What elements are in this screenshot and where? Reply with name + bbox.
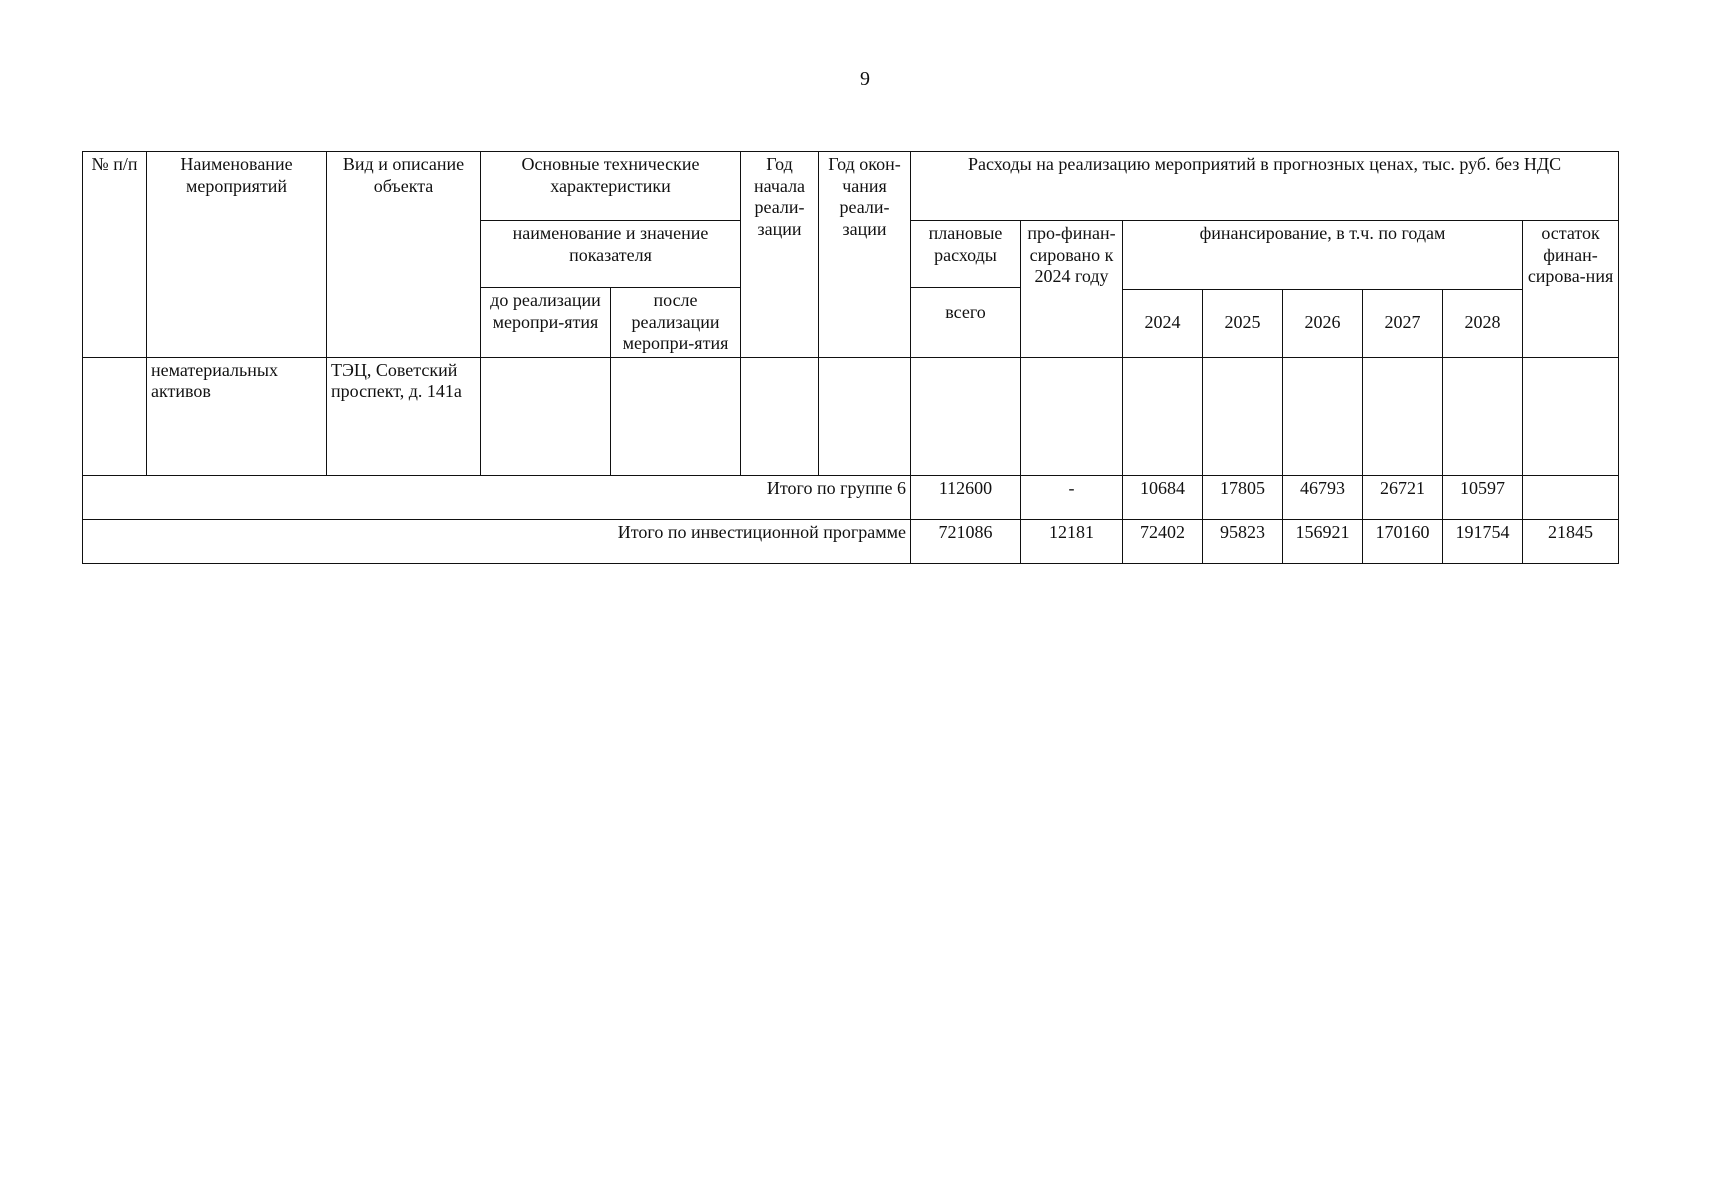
header-expenses: Расходы на реализацию мероприятий в прогнозных ценах, тыс. руб. без НДС — [911, 152, 1619, 221]
total-label: Итого по инвестиционной программе — [83, 519, 911, 563]
header-year: 2025 — [1203, 289, 1283, 357]
total-planned: 112600 — [911, 475, 1021, 519]
cell-object-description: ТЭЦ, Советский проспект, д. 141а — [327, 357, 481, 475]
total-year: 26721 — [1363, 475, 1443, 519]
header-total: всего — [911, 288, 1021, 358]
header-financing-by-years: финансирование, в т.ч. по годам — [1123, 221, 1523, 290]
cell-prefinanced — [1021, 357, 1123, 475]
total-row-group — [83, 475, 1619, 519]
cell-num — [83, 357, 147, 475]
cell-year — [1203, 357, 1283, 475]
cell-remainder — [1523, 357, 1619, 475]
total-prefinanced: - — [1021, 475, 1123, 519]
total-year: 156921 — [1283, 519, 1363, 563]
cell-year — [1123, 357, 1203, 475]
header-after: после реализации меропри-ятия — [611, 288, 741, 358]
page-number: 9 — [860, 68, 870, 90]
table-row — [83, 357, 1619, 475]
cell-planned — [911, 357, 1021, 475]
cell-after — [611, 357, 741, 475]
total-year: 191754 — [1443, 519, 1523, 563]
total-year: 46793 — [1283, 475, 1363, 519]
header-remainder: остаток финан-сирова-ния — [1523, 221, 1619, 358]
total-year: 170160 — [1363, 519, 1443, 563]
cell-year — [1363, 357, 1443, 475]
cell-measure-name: нематериальных активов — [147, 357, 327, 475]
total-year: 95823 — [1203, 519, 1283, 563]
total-planned: 721086 — [911, 519, 1021, 563]
header-num: № п/п — [83, 152, 147, 358]
header-year: 2027 — [1363, 289, 1443, 357]
total-remainder — [1523, 475, 1619, 519]
total-year: 72402 — [1123, 519, 1203, 563]
total-label: Итого по группе 6 — [83, 475, 911, 519]
header-row-1 — [83, 152, 1619, 221]
cell-start-year — [741, 357, 819, 475]
header-planned-expenses: плановые расходы — [911, 221, 1021, 288]
cell-end-year — [819, 357, 911, 475]
header-end-year: Год окон-чания реали-зации — [819, 152, 911, 358]
header-measure-name: Наименование мероприятий — [147, 152, 327, 358]
investment-program-table — [82, 151, 1619, 564]
header-year: 2028 — [1443, 289, 1523, 357]
header-technical-characteristics: Основные технические характеристики — [481, 152, 741, 221]
header-year: 2024 — [1123, 289, 1203, 357]
total-year: 10597 — [1443, 475, 1523, 519]
total-remainder: 21845 — [1523, 519, 1619, 563]
total-prefinanced: 12181 — [1021, 519, 1123, 563]
header-prefinanced: про-финан-сировано к 2024 году — [1021, 221, 1123, 358]
total-year: 10684 — [1123, 475, 1203, 519]
header-year: 2026 — [1283, 289, 1363, 357]
header-start-year: Год начала реали-зации — [741, 152, 819, 358]
header-before: до реализации меропри-ятия — [481, 288, 611, 358]
total-row-program — [83, 519, 1619, 563]
cell-year — [1443, 357, 1523, 475]
total-year: 17805 — [1203, 475, 1283, 519]
header-object-description: Вид и описание объекта — [327, 152, 481, 358]
cell-year — [1283, 357, 1363, 475]
cell-before — [481, 357, 611, 475]
header-indicator: наименование и значение показателя — [481, 221, 741, 288]
